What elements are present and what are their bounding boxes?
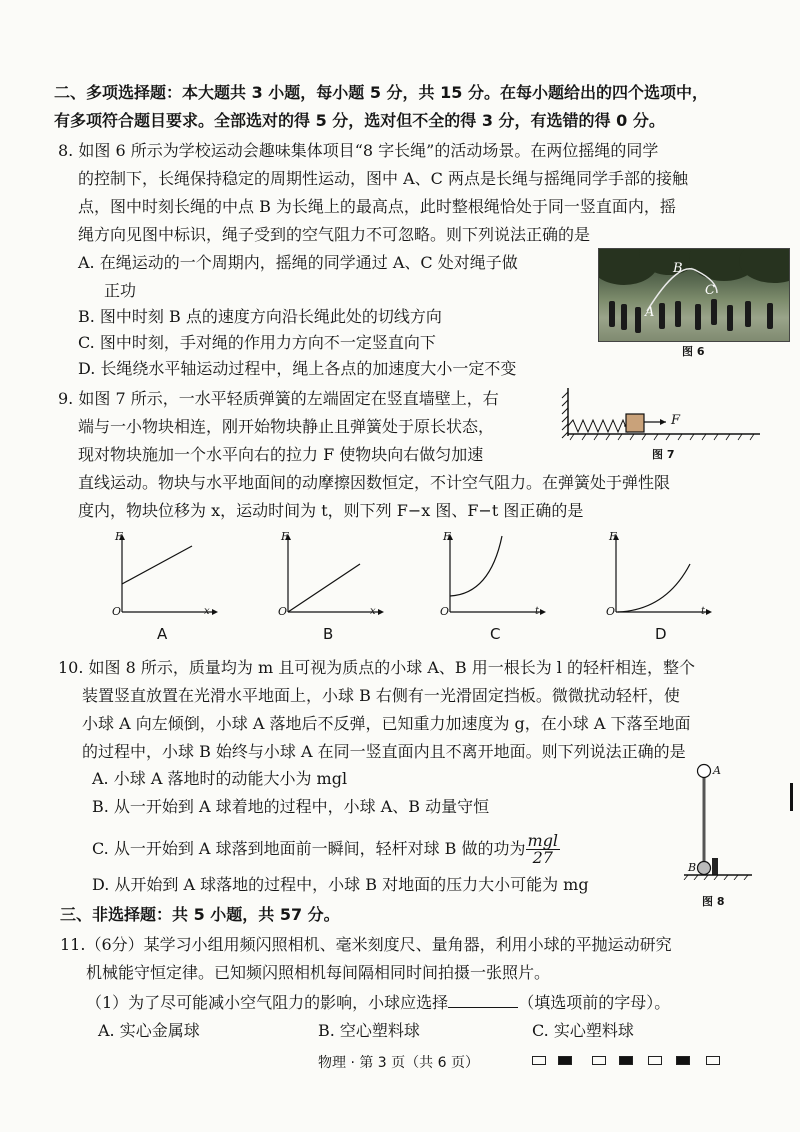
fixed-baffle bbox=[712, 858, 718, 875]
graph-b-curve bbox=[288, 564, 360, 612]
q8-option-a: A. 在绳运动的一个周期内，摇绳的同学通过 A、C 处对绳子做 bbox=[78, 253, 518, 272]
graph-c-plot bbox=[440, 530, 550, 620]
graph-c-origin: O bbox=[440, 605, 450, 618]
q11-sub1-hint: （填选项前的字母）。 bbox=[518, 993, 671, 1012]
footer-mark bbox=[648, 1056, 662, 1065]
q11-text-line1: 11.（6分）某学习小组用频闪照相机、毫米刻度尺、量角器，利用小球的平抛运动研究 bbox=[60, 935, 672, 954]
q11-text-line2: 机械能守恒定律。已知频闪照相机每间隔相同时间拍摄一张照片。 bbox=[86, 963, 551, 982]
fraction-denominator: 27 bbox=[532, 848, 553, 867]
graph-d-label: D bbox=[655, 625, 667, 643]
q9-text-line4: 直线运动。物块与水平地面间的动摩擦因数恒定，不计空气阻力。在弹簧处于弹性限 bbox=[78, 473, 671, 492]
graph-a-x-label: x bbox=[204, 606, 210, 617]
scan-edge-mark bbox=[790, 783, 793, 811]
section3-header: 三、非选择题：共 5 小题，共 57 分。 bbox=[60, 905, 340, 924]
q10-text-line4: 的过程中，小球 B 始终与小球 A 在同一竖直面内且不离开地面。则下列说法正确的是 bbox=[82, 742, 686, 761]
block bbox=[626, 414, 644, 432]
photo-label-a: A bbox=[645, 305, 655, 320]
rope-curve bbox=[599, 249, 789, 341]
footer-mark bbox=[532, 1056, 546, 1065]
q10-option-c-text: C. 从一开始到 A 球落到地面前一瞬间，轻杆对球 B 做的功为 bbox=[92, 839, 526, 858]
answer-blank[interactable] bbox=[448, 993, 518, 1008]
q8-option-d: D. 长绳绕水平轴运动过程中，绳上各点的加速度大小一定不变 bbox=[78, 359, 517, 378]
q8-text-line2: 的控制下，长绳保持稳定的周期性运动，图中 A、C 两点是长绳与摇绳同学手部的接触 bbox=[78, 169, 688, 188]
figure8-label-a: A bbox=[713, 764, 721, 777]
figure7-caption: 图 7 bbox=[652, 448, 675, 461]
q8-option-c: C. 图中时刻，手对绳的作用力方向不一定竖直向下 bbox=[78, 333, 436, 352]
graph-c-y-label: F bbox=[443, 530, 451, 543]
ball-a bbox=[698, 765, 711, 778]
q10-option-d: D. 从开始到 A 球落地的过程中，小球 B 对地面的压力大小可能为 mg bbox=[92, 875, 589, 894]
graph-a-label: A bbox=[157, 625, 168, 643]
footer-mark bbox=[619, 1056, 633, 1065]
q11-option-c: C. 实心塑料球 bbox=[532, 1021, 634, 1040]
graph-b-origin: O bbox=[278, 605, 288, 618]
graph-c-label: C bbox=[490, 625, 501, 643]
graph-a-origin: O bbox=[112, 605, 122, 618]
q10-text-line1: 10. 如图 8 所示，质量均为 m 且可视为质点的小球 A、B 用一根长为 l 的轻杆相连，整个 bbox=[58, 658, 696, 677]
footer-mark bbox=[558, 1056, 572, 1065]
q9-text-line5: 度内，物块位移为 x，运动时间为 t，则下列 F−x 图、F−t 图正确的是 bbox=[78, 501, 584, 520]
graph-a-y-label: F bbox=[115, 530, 123, 543]
page-footer: 物理 · 第 3 页（共 6 页） bbox=[318, 1055, 479, 1071]
q8-option-b: B. 图中时刻 B 点的速度方向沿长绳此处的切线方向 bbox=[78, 307, 442, 326]
q9-text-line2: 端与一小物块相连，刚开始物块静止且弹簧处于原长状态， bbox=[78, 417, 495, 436]
q10-text-line3: 小球 A 向左倾倒，小球 A 落地后不反弹，已知重力加速度为 g，在小球 A 下落至地面 bbox=[82, 714, 691, 733]
q11-sub1 bbox=[86, 992, 670, 1014]
figure6-photo bbox=[598, 248, 790, 342]
graph-b-y-label: F bbox=[281, 530, 289, 543]
q9-text-line1: 9. 如图 7 所示，一水平轻质弹簧的左端固定在竖直墙壁上，右 bbox=[58, 389, 499, 408]
figure6-caption: 图 6 bbox=[682, 345, 705, 358]
graph-c-curve bbox=[450, 536, 502, 596]
figure7-force-label: F bbox=[671, 413, 681, 428]
q10-option-c bbox=[92, 832, 560, 866]
q10-option-a: A. 小球 A 落地时的动能大小为 mgl bbox=[92, 769, 348, 788]
spring bbox=[568, 420, 633, 432]
q10-option-b: B. 从一开始到 A 球着地的过程中，小球 A、B 动量守恒 bbox=[92, 797, 490, 816]
photo-label-c: C bbox=[705, 283, 715, 298]
graph-a-curve bbox=[122, 546, 192, 584]
graph-d-plot bbox=[606, 530, 716, 620]
q8-text-line3: 点，图中时刻长绳的中点 B 为长绳上的最高点，此时整根绳恰处于同一竖直面内，摇 bbox=[78, 197, 676, 216]
graph-d-curve bbox=[618, 564, 690, 612]
q10-text-line2: 装置竖直放置在光滑水平地面上，小球 B 右侧有一光滑固定挡板。微微扰动轻杆，使 bbox=[82, 686, 680, 705]
q11-option-a: A. 实心金属球 bbox=[98, 1021, 200, 1040]
graph-d-y-label: F bbox=[609, 530, 617, 543]
q11-sub1-text: （1）为了尽可能减小空气阻力的影响，小球应选择 bbox=[86, 993, 449, 1012]
fraction-numerator: mgl bbox=[527, 831, 559, 850]
ball-b bbox=[698, 862, 711, 875]
q11-option-b: B. 空心塑料球 bbox=[318, 1021, 420, 1040]
graph-d-x-label: t bbox=[701, 606, 706, 617]
footer-mark bbox=[706, 1056, 720, 1065]
footer-mark bbox=[592, 1056, 606, 1065]
graph-b-label: B bbox=[323, 625, 334, 643]
q10-option-c-fraction bbox=[526, 833, 561, 866]
graph-b-x-label: x bbox=[370, 606, 376, 617]
section2-header-line1: 二、多项选择题：本大题共 3 小题，每小题 5 分，共 15 分。在每小题给出的四个选项中， bbox=[54, 83, 708, 102]
figure8-label-b: B bbox=[688, 861, 697, 874]
photo-label-b: B bbox=[673, 261, 683, 276]
section2-header-line2: 有多项符合题目要求。全部选对的得 5 分，选对但不全的得 3 分，有选错的得 0 分。 bbox=[54, 111, 665, 130]
footer-mark bbox=[676, 1056, 690, 1065]
q8-text-line1: 8. 如图 6 所示为学校运动会趣味集体项目“8 字长绳”的活动场景。在两位摇绳的同学 bbox=[58, 141, 659, 160]
graph-c-x-label: t bbox=[535, 606, 540, 617]
q9-text-line3: 现对物块施加一个水平向右的拉力 F 使物块向右做匀加速 bbox=[78, 445, 484, 464]
figure8-caption: 图 8 bbox=[702, 895, 725, 908]
q8-option-a-cont: 正功 bbox=[104, 281, 137, 300]
q8-text-line4: 绳方向见图中标识，绳子受到的空气阻力不可忽略。则下列说法正确的是 bbox=[78, 225, 591, 244]
graph-d-origin: O bbox=[606, 605, 616, 618]
